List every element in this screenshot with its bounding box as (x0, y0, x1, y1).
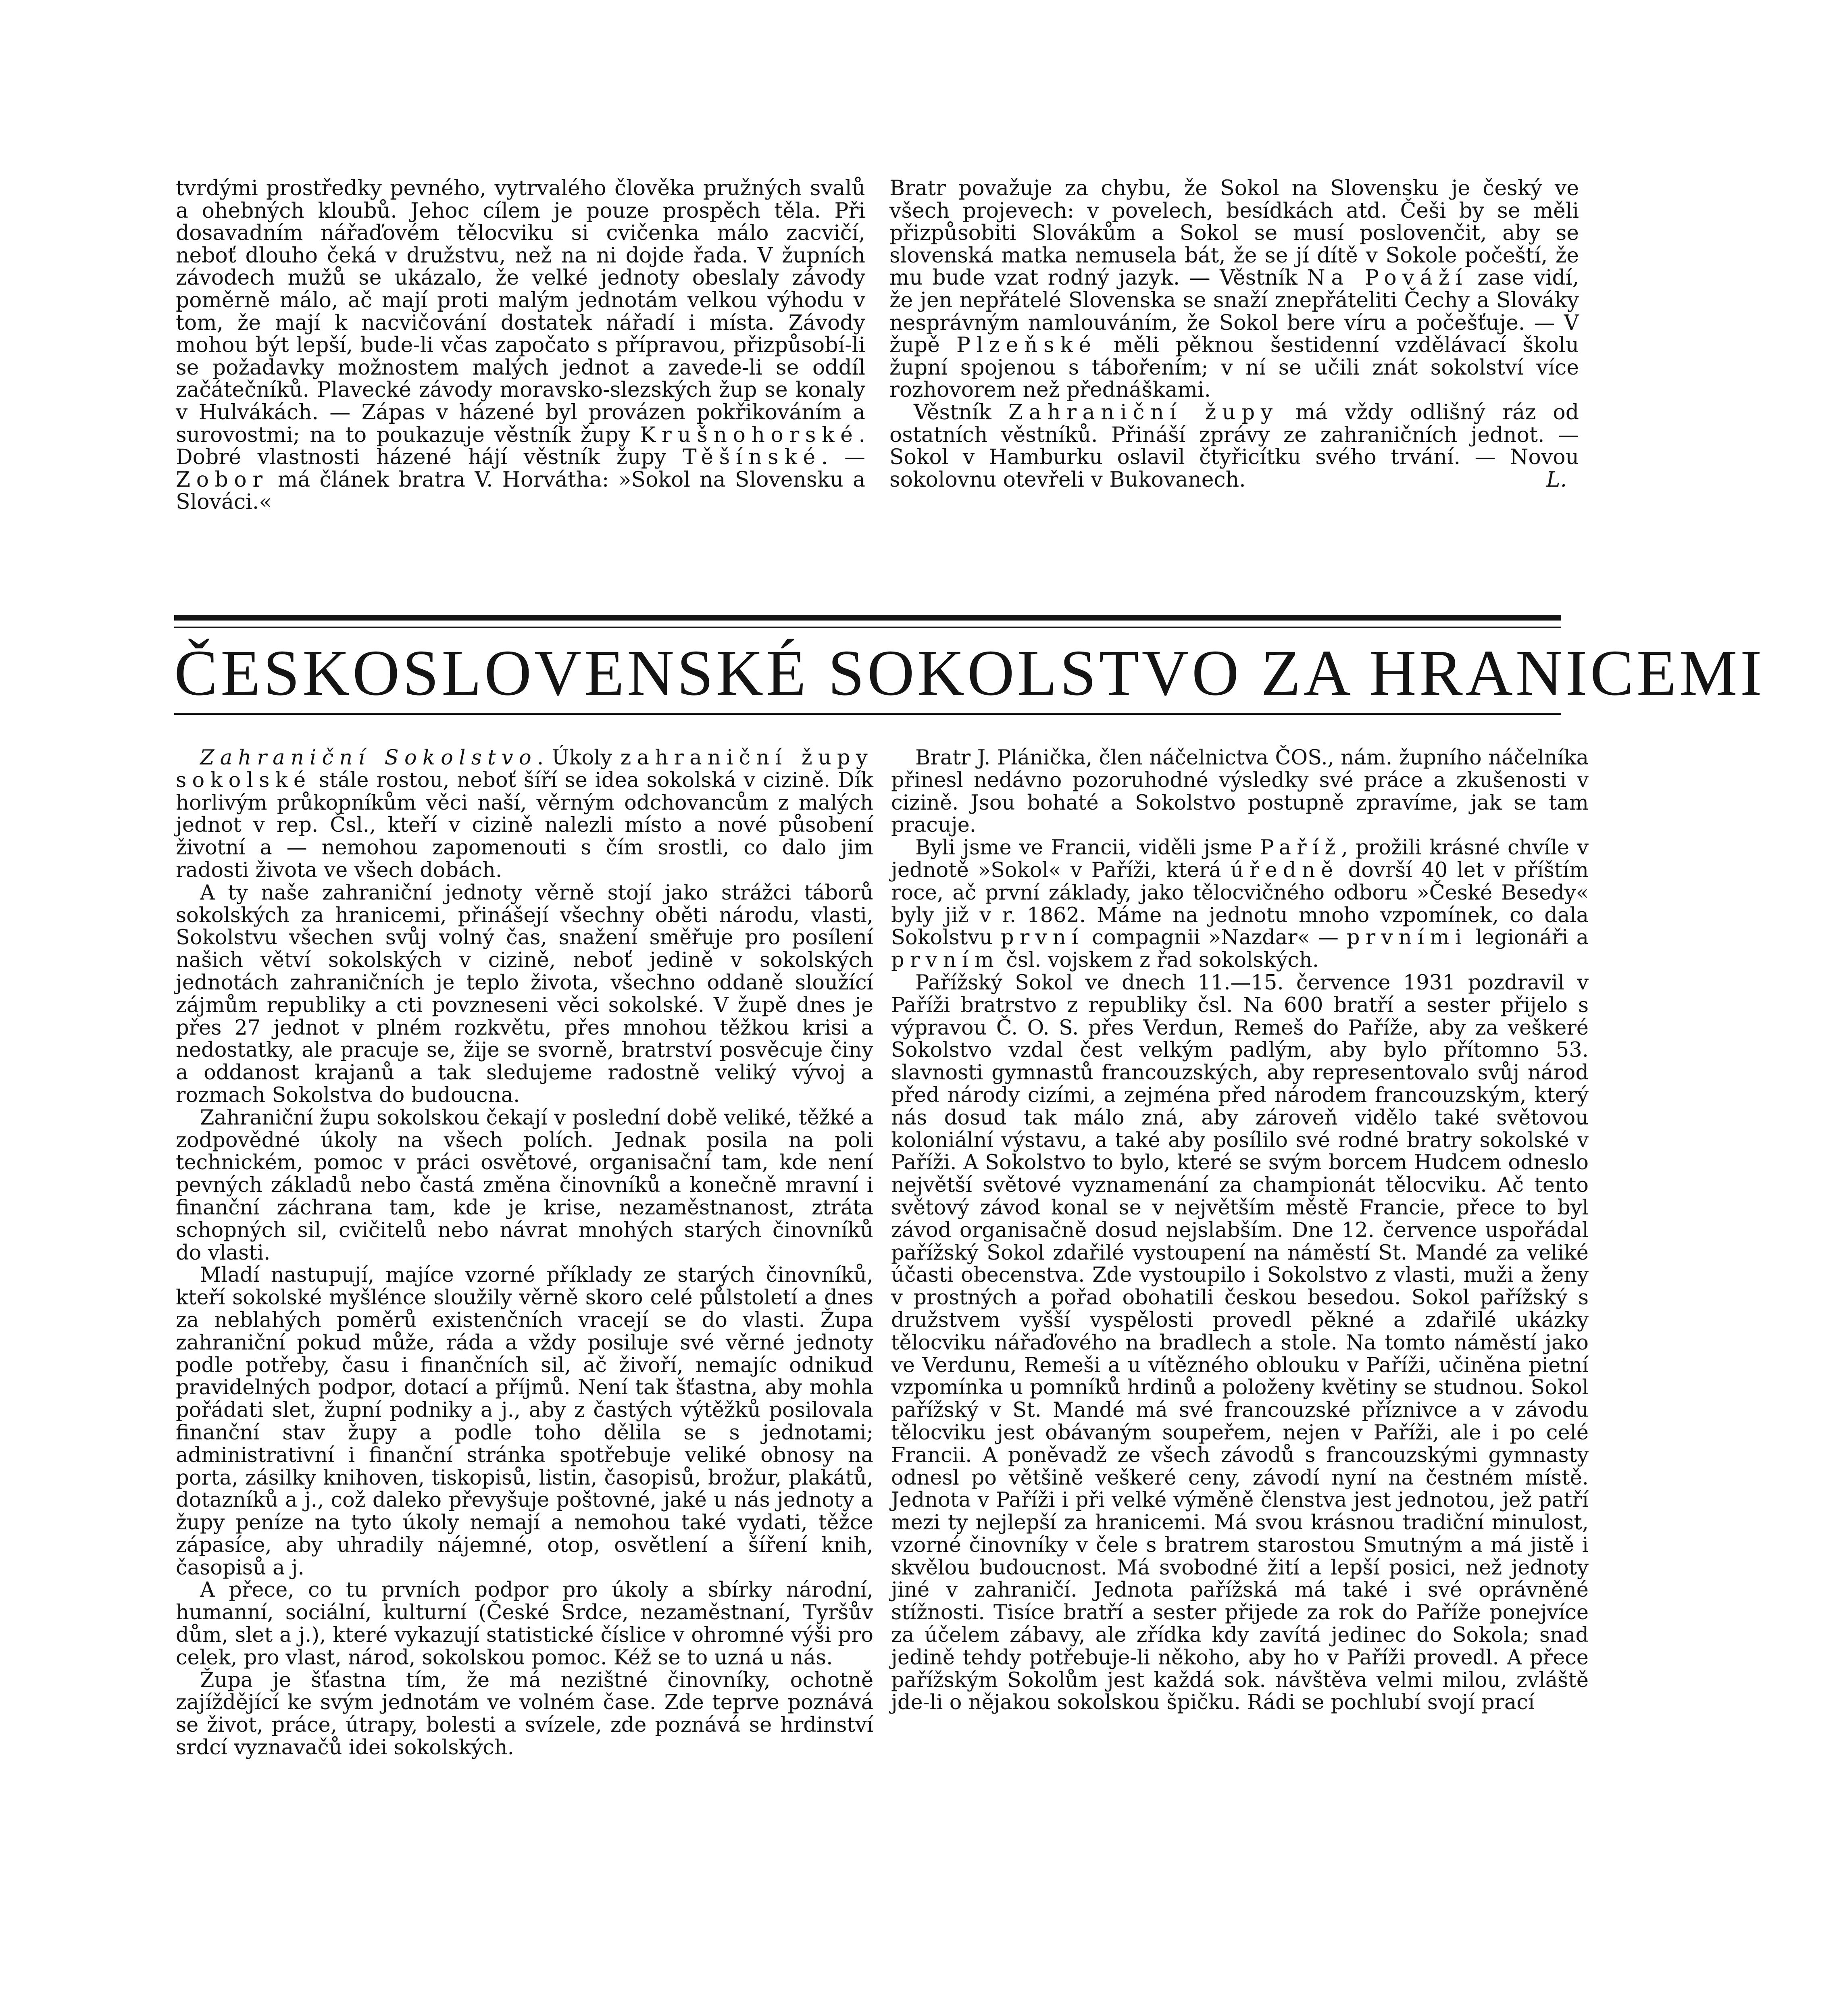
spaced-word: úředně (1230, 858, 1339, 882)
paragraph: Zahraniční Sokolstvo. Úkoly zahraniční župy sokolské stále rostou, neboť šíří se idea sokolská v cizině. Dík horlivým průkopníkům věci naší, věrným odchovancům z malých jednot v rep. Čsl., kteří v cizině nalezli místo a nové působení životní a — nemohou zapomenouti s čím srostli, co dalo jim radosti života ve všech dobách. (176, 746, 873, 882)
spaced-name: Plzeňské (956, 333, 1097, 358)
spaced-word: Paříž (1260, 836, 1341, 860)
spaced-name: Na Pováží (1307, 266, 1468, 290)
spaced-phrase: zahraniční župy sokolské (176, 746, 873, 792)
spaced-word: první (1000, 926, 1084, 950)
article-column-top-right (889, 177, 1579, 491)
paragraph: Věstník Zahraniční župy má vždy odlišný ráz od ostatních věstníků. Přináší zprávy ze zahraničních jednot. — Sokol v Hamburku oslavil čtyřicítku svého trvání. — Novou sokolovnu otevřeli v Bukovanech. L. (889, 400, 1579, 492)
paragraph: Bratr J. Plánička, člen náčelnictva ČOS., nám. župního náčelníka přinesl nedávno pozoruhodné výsledky své práce a zkušenosti v cizině. Jsou bohaté a Sokolstvo postupně zpravíme, jak se tam pracuje. (891, 746, 1589, 837)
spaced-name: Zahraniční župy (1008, 400, 1279, 425)
paragraph: tvrdými prostředky pevného, vytrvalého člověka pružných svalů a ohebných kloubů. Jehoc cílem je pouze prospěch těla. Při dosavadním nářaďovém tělocviku si cvičenka málo zacvičí, neboť dlouho čeká v družstvu, než na ni dojde řada. V župních závodech mužů se ukázalo, že velké jednoty obeslaly závody poměrně málo, ač mají proti malým jednotám velkou výhodu v tom, že mají k nacvičování dostatek nářadí i místa. Závody mohou být lepší, bude-li včas započato s přípravou, přizpůsobí-li se požadavky možnostem malých jednot a zavede-li se oddíl začátečníků. Plavecké závody moravsko-slezských žup se konaly v Hulvákách. — Zápas v házené byl provázen pokřikováním a surovostmi; na to poukazuje věstník župy Krušnohorské. Dobré vlastnosti házené hájí věstník župy Těšínské. — Zobor má článek bratra V. Horvátha: »Sokol na Slovensku a Slováci.« (176, 176, 866, 514)
author-initial: L. (1546, 467, 1567, 492)
spaced-name: Těšínské (683, 445, 821, 470)
paragraph: Pařížský Sokol ve dnech 11.—15. července 1931 pozdravil v Paříži bratrstvo z republiky čsl. Na 600 bratří a sester přijelo s výpravou Č. O. S. přes Verdun, Remeš do Paříže, aby za veškeré Sokolstvo vzdal čest velkým padlým, aby bylo přítomno 53. slavnosti gymnastů francouzských, aby representovalo svůj národ před národy cizími, a zejména před národem francouzským, který nás dosud tak málo zná, aby zároveň vidělo také světovou koloniální výstavu, a také aby posílilo své rodné bratry sokolské v Paříži. A Sokolstvo to bylo, které se svým borcem Hudcem odneslo největší světové vyznamenání za championát tělocviku. Ač tento světový závod konal se v největším městě Francie, přece to byl závod organisačně dosud nejslabším. Dne 12. července uspořádal pařížský Sokol zdařilé vystoupení na náměstí St. Mandé za veliké účasti obecenstva. Zde vystoupilo i Sokolstvo z vlasti, muži a ženy v prostných a pořad obohatili českou besedou. Sokol pařížský s družstvem vyšší vyspělosti provedl pěkné a zdařilé ukázky tělocviku nářaďového na bradlech a stole. Na tomto náměstí jako ve Verdunu, Remeši a u vítězného oblouku v Paříži, učiněna pietní vzpomínka u pomníků hrdinů a položeny květiny se studnou. Sokol pařížský v St. Mandé má své francouzské příznivce a v závodu tělocviku jest obávaným soupeřem, nejen v Paříži, ale i po celé Francii. A poněvadž ze všech závodů s francouzskými gymnasty odnesl po většině veškeré ceny, závodí nyní na čestném místě. Jednota v Paříži i při velké výměně členstva jest jednotou, jež patří mezi ty nejlepší za hranicemi. Má svou krásnou tradiční minulost, vzorné činovníky v čele s bratrem starostou Smutným a má jistě i skvělou budoucnost. Má svobodné žití a lepší posici, než jednoty jiné v zahraničí. Jednota pařížská má také i své oprávněné stížnosti. Tisíce bratří a sester přijede za rok do Paříže ponejvíce za účelem zábavy, ale zřídka kdy zavítá jedinec do Sokola; snad jedině tehdy potřebuje-li někoho, aby ho v Paříži provedl. A přece pařížským Sokolům jest každá sok. návštěva velmi milou, zvláště jde-li o nějakou sokolskou špičku. Rádi se pochlubí svojí prací (891, 971, 1589, 1715)
section-heading: ČESKOSLOVENSKÉ SOKOLSTVO ZA HRANICEMI (174, 637, 1765, 709)
article-column-top-left (176, 177, 865, 514)
spaced-word: prvním (891, 948, 1000, 973)
article-column-bottom-right (891, 747, 1589, 1714)
heading-rule-thick (174, 615, 1561, 621)
paragraph: A ty naše zahraniční jednoty věrně stojí jako strážci táborů sokolských za hranicemi, přinášejí všechny oběti národu, vlasti, Sokolstvu všechen svůj volný čas, snažení směřuje pro posílení našich větví sokolských v cizině, neboť jedině v sokolských jednotách zahraničních je teplo života, všechno oddaně sloužící zájmům republiky a cti povzneseni věci sokolské. V župě dnes je přes 27 jednot v plném rozkvětu, přes mnohou těžkou krisi a nedostatky, ale pracuje se, žije se svorně, bratrství posvěcuje činy a oddanost krajanů a tak sledujeme radostně veliký vývoj a rozmach Sokolstva do budoucna. (176, 881, 873, 1107)
paragraph: Mladí nastupují, majíce vzorné příklady ze starých činovníků, kteří sokolské myšlénce sloužily věrně skoro celé půlstoletí a dnes za neblahých poměrů existenčních vracejí se do vlasti. Župa zahraniční pokud může, ráda a vždy posiluje své věrné jednoty podle potřeby, času i finančních sil, ač živoří, nemajíc odnikud pravidelných podpor, dotací a příjmů. Není tak šťastna, aby mohla pořádati slet, župní podniky a j., aby z častých výtěžků posilovala finanční stav župy a podle toho dělila se s jednotami; administrativní i finanční stránka spotřebuje veliké obnosy na porta, zásilky knihoven, tiskopisů, listin, časopisů, brožur, plakátů, dotazníků a j., což daleko převyšuje poštovné, jaké u nás jednoty a župy peníze na tyto úkoly nemají a nemohou také vydati, těžce zápasíce, aby uhradily nájemné, otop, osvětlení a šíření knih, časopisů a j. (176, 1263, 873, 1580)
spaced-name: Krušnohorské (640, 423, 859, 447)
article-column-bottom-left (176, 747, 873, 1759)
paragraph: A přece, co tu prvních podpor pro úkoly a sbírky národní, humanní, sociální, kulturní (České Srdce, nezaměstnaní, Tyršův dům, slet a j.), které vykazují statistické číslice v ohromné výši pro celek, pro vlast, národ, sokolskou pomoc. Kéž se to uzná u nás. (176, 1578, 873, 1670)
heading-rule-thin (174, 627, 1561, 628)
spaced-word: prvními (1346, 926, 1468, 950)
paragraph: Byli jsme ve Francii, viděli jsme Paříž, prožili krásné chvíle v jednotě »Sokol« v Paříži, která úředně dovrší 40 let v příštím roce, ač první základy, jako tělocvičného odboru »České Besedy« byly již v r. 1862. Máme na jednotu mnoho vzpomínek, co dala Sokolstvu první compagnii »Nazdar« — prvními legionáři a prvním čsl. vojskem z řad sokolských. (891, 836, 1589, 973)
heading-rule-bottom (174, 713, 1561, 715)
paragraph: Bratr považuje za chybu, že Sokol na Slovensku je český ve všech projevech: v povelech, besídkách atd. Češi by se měli přizpůsobiti Slovákům a Sokol se musí poslovenčit, aby se slovenská matka nemusela bát, že se jí dítě v Sokole počeští, že mu bude vzat rodný jazyk. — Věstník Na Pováží zase vidí, že jen nepřátelé Slovenska se snaží znepřáteliti Čechy a Slováky nesprávným namlouváním, že Sokol bere víru a počešťuje. — V župě Plzeňské měli pěknou šestidenní vzdělávací školu župní spojenou s tábořením; v ní se učili znát sokolství více rozhovorem než přednáškami. (889, 176, 1579, 402)
paragraph: Zahraniční župu sokolskou čekají v poslední době veliké, těžké a zodpovědné úkoly na všech polích. Jednak posila na poli technickém, pomoc v práci osvětové, organisační tam, kde není pevných základů nebo častá změna činovníků a konečně mravní i finanční záchrana tam, kde je krise, nezaměstnanost, ztráta schopných sil, cvičitelů nebo návrat mnohých starých činovníků do vlasti. (176, 1106, 873, 1265)
lead-phrase: Zahraniční Sokolstvo (200, 746, 537, 770)
spaced-name: Zobor (176, 467, 269, 492)
paragraph: Župa je šťastna tím, že má nezištné činovníky, ochotně zajíždějící ke svým jednotám ve volném čase. Zde teprve poznává se život, práce, útrapy, bolesti a svízele, zde poznává se hrdinství srdcí vyznavačů idei sokolských. (176, 1668, 873, 1760)
